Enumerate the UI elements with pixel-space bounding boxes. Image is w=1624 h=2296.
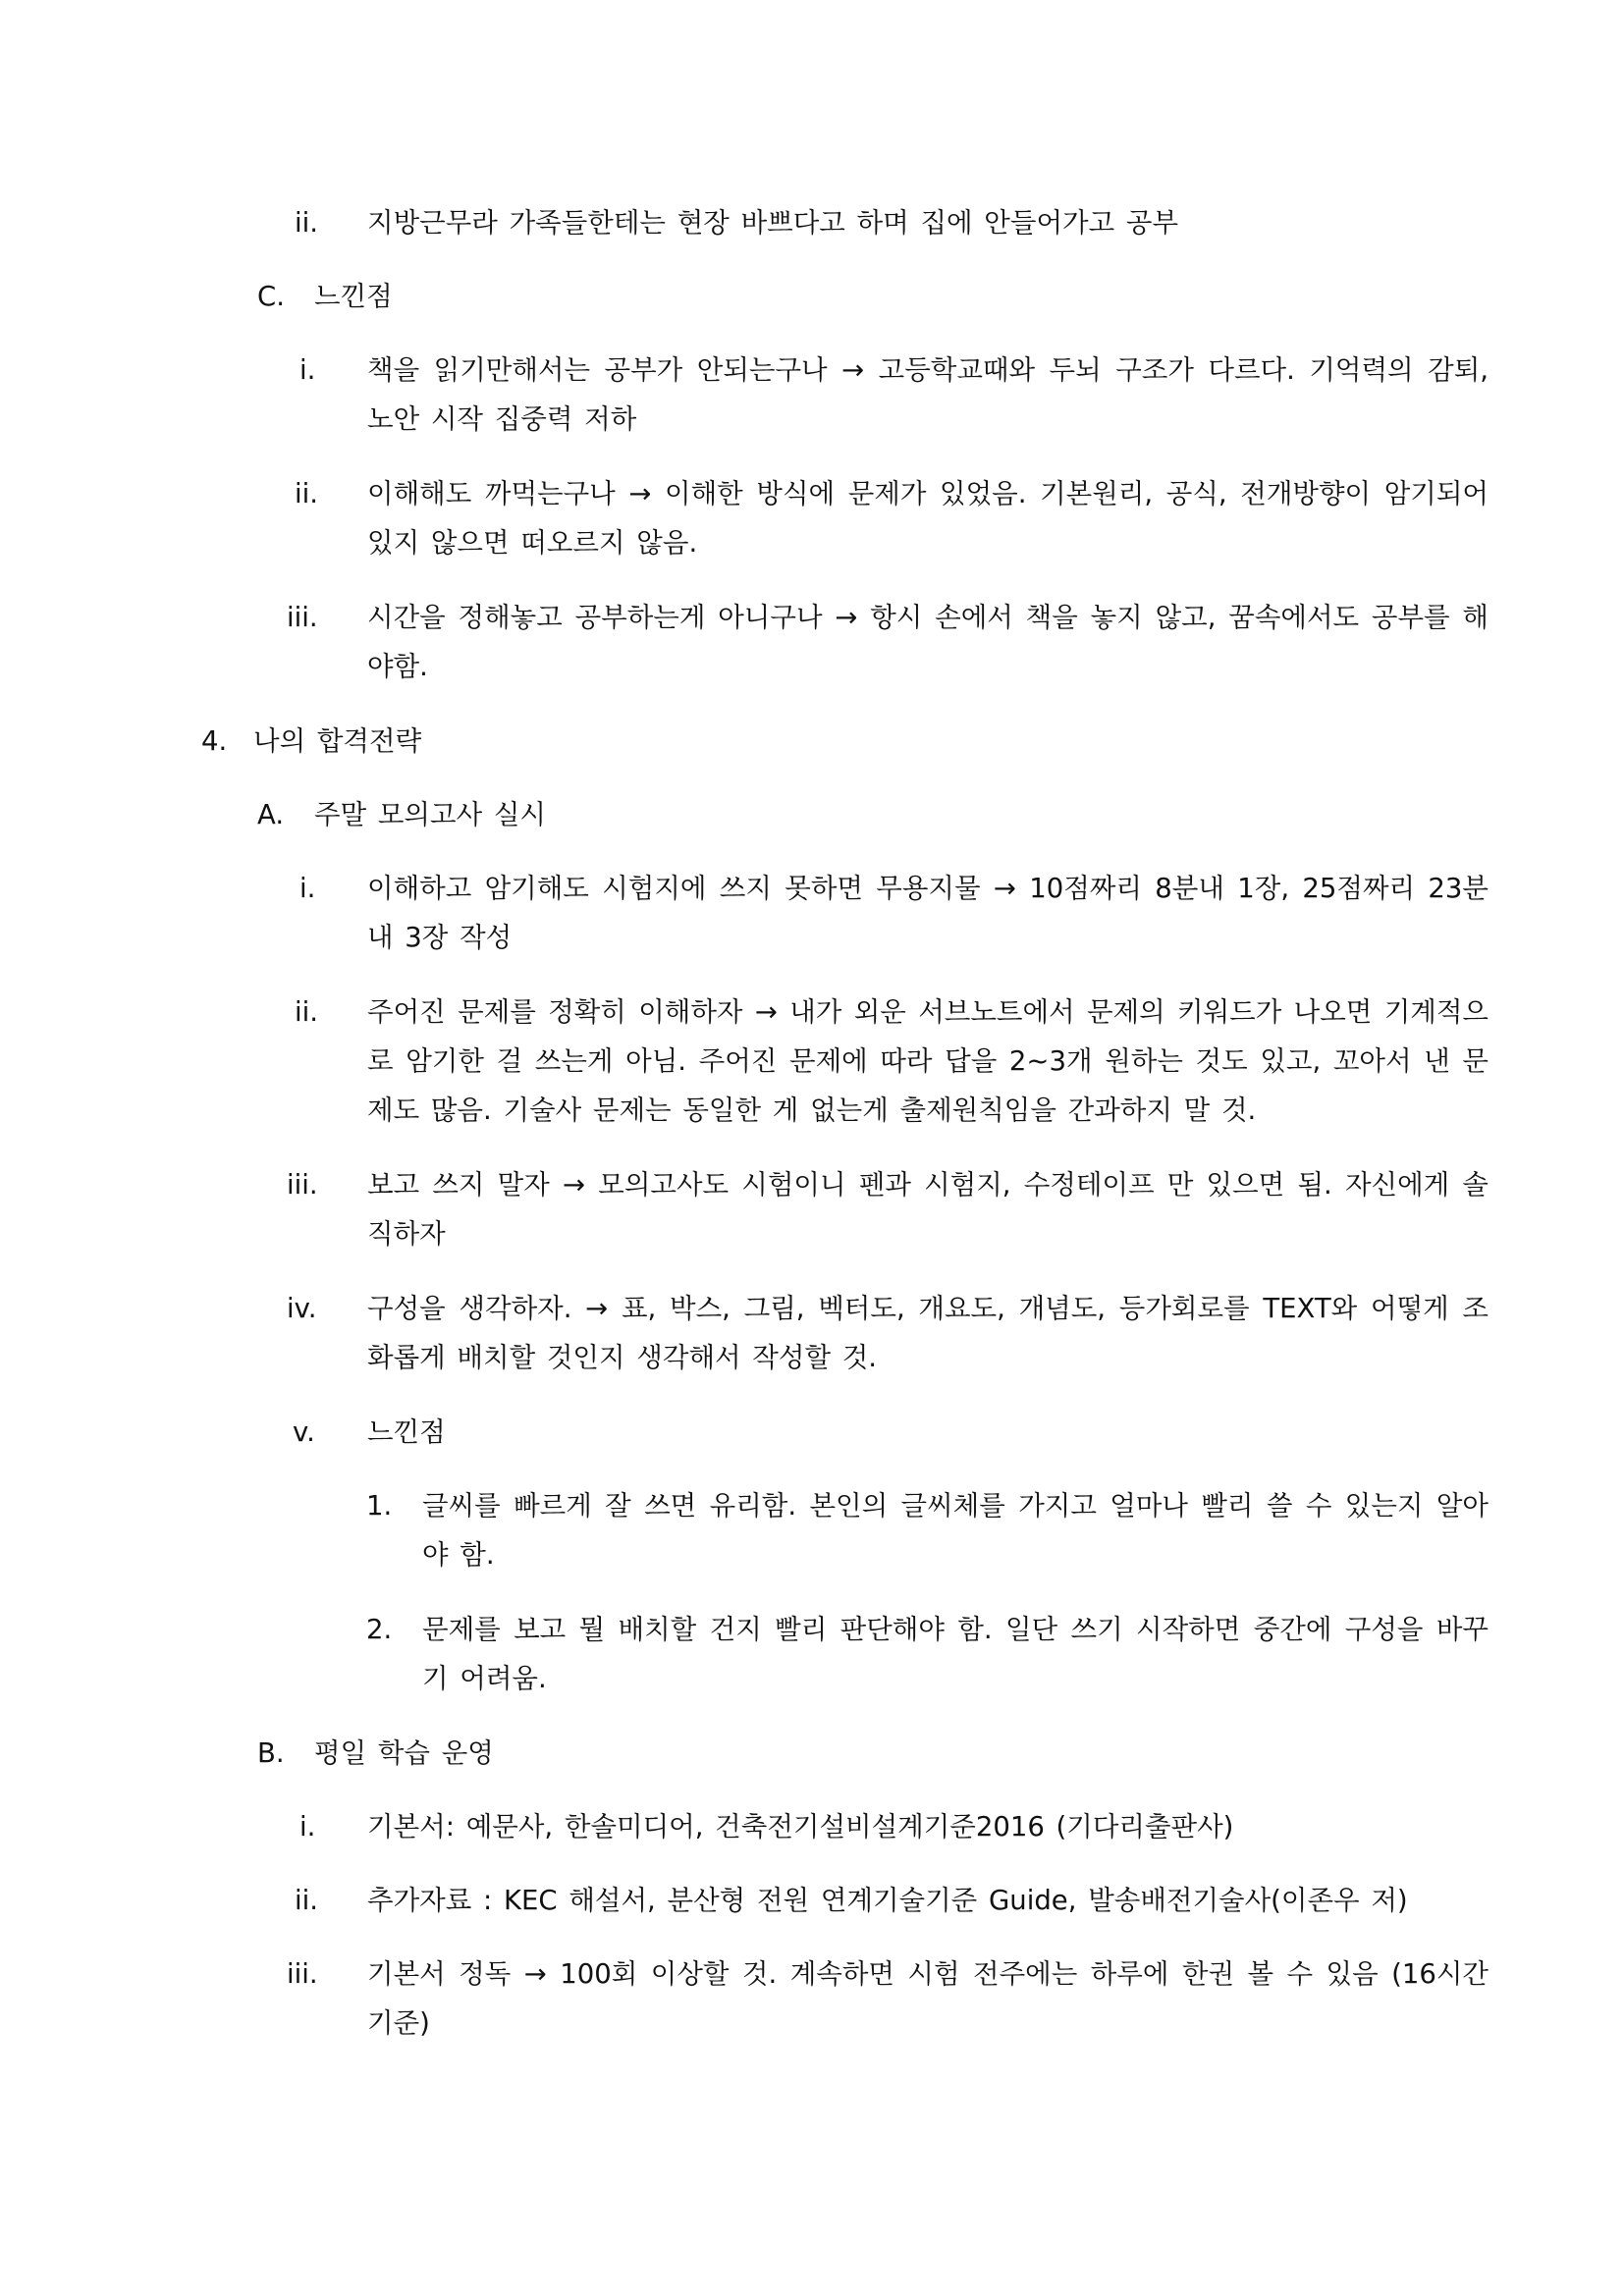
list-marker: B. <box>257 1737 285 1769</box>
list-text: 기본서 정독 → 100회 이상할 것. 계속하면 시험 전주에는 하루에 한권 볼 수 있음 (16시간 기준) <box>367 1958 1489 2039</box>
list-text: 보고 쓰지 말자 → 모의고사도 시험이니 펜과 시험지, 수정테이프 만 있으면 됨. 자신에게 솔직하자 <box>367 1169 1489 1250</box>
list-text: 책을 읽기만해서는 공부가 안되는구나 → 고등학교때와 두뇌 구조가 다르다. 기억력의 감퇴, 노안 시작 집중력 저하 <box>367 354 1489 435</box>
list-marker: ii. <box>295 1885 319 1916</box>
list-text: 추가자료 : KEC 해설서, 분산형 전원 연계기술기준 Guide, 발송배전기술사(이존우 저) <box>367 1885 1408 1916</box>
list-marker: ii. <box>295 996 319 1028</box>
list-marker: 4. <box>201 725 228 757</box>
list-text: 느낀점 <box>367 1416 446 1448</box>
list-text: 글씨를 빠르게 잘 쓰면 유리함. 본인의 글씨체를 가지고 얼마나 빨리 쓸 수 있는지 알아야 함. <box>422 1490 1489 1571</box>
list-text: 주말 모의고사 실시 <box>314 799 547 830</box>
list-text: 느낀점 <box>314 281 393 312</box>
list-marker: iii. <box>287 602 318 633</box>
list-marker: i. <box>299 354 316 386</box>
list-marker: A. <box>257 799 285 830</box>
list-text: 시간을 정해놓고 공부하는게 아니구나 → 항시 손에서 책을 놓지 않고, 꿈속에서도 공부를 해야함. <box>367 602 1489 682</box>
list-text: 구성을 생각하자. → 표, 박스, 그림, 벡터도, 개요도, 개념도, 등가회로를 TEXT와 어떻게 조화롭게 배치할 것인지 생각해서 작성할 것. <box>367 1293 1489 1373</box>
list-marker: ii. <box>295 478 319 509</box>
list-text: 나의 합격전략 <box>253 725 422 757</box>
list-marker: iv. <box>287 1293 317 1324</box>
list-marker: C. <box>257 281 285 312</box>
list-marker: iii. <box>287 1958 318 1990</box>
list-text: 문제를 보고 뭘 배치할 건지 빨리 판단해야 함. 일단 쓰기 시작하면 중간에 구성을 바꾸기 어려움. <box>422 1614 1489 1694</box>
list-text: 기본서: 예문사, 한솔미디어, 건축전기설비설계기준2016 (기다리출판사) <box>367 1811 1234 1842</box>
list-text: 이해해도 까먹는구나 → 이해한 방식에 문제가 있었음. 기본원리, 공식, 전개방향이 암기되어 있지 않으면 떠오르지 않음. <box>367 478 1489 559</box>
list-text: 지방근무라 가족들한테는 현장 바쁘다고 하며 집에 안들어가고 공부 <box>367 207 1179 239</box>
list-marker: 1. <box>366 1490 393 1522</box>
list-text: 주어진 문제를 정확히 이해하자 → 내가 외운 서브노트에서 문제의 키워드가 나오면 기계적으로 암기한 걸 쓰는게 아님. 주어진 문제에 따라 답을 2~3개 원하는 것도 있고, 꼬아서 낸 문제도 많음. 기술사 문제는 동일한 게 없는게 출제원칙임을 간과하지 말 것. <box>367 996 1489 1126</box>
list-marker: i. <box>299 873 316 904</box>
list-marker: ii. <box>295 207 319 239</box>
list-marker: v. <box>293 1416 315 1448</box>
list-text: 평일 학습 운영 <box>314 1737 494 1769</box>
list-text: 이해하고 암기해도 시험지에 쓰지 못하면 무용지물 → 10점짜리 8분내 1장, 25점짜리 23분내 3장 작성 <box>367 873 1489 953</box>
list-marker: iii. <box>287 1169 318 1201</box>
list-marker: i. <box>299 1811 316 1842</box>
list-marker: 2. <box>366 1614 393 1645</box>
